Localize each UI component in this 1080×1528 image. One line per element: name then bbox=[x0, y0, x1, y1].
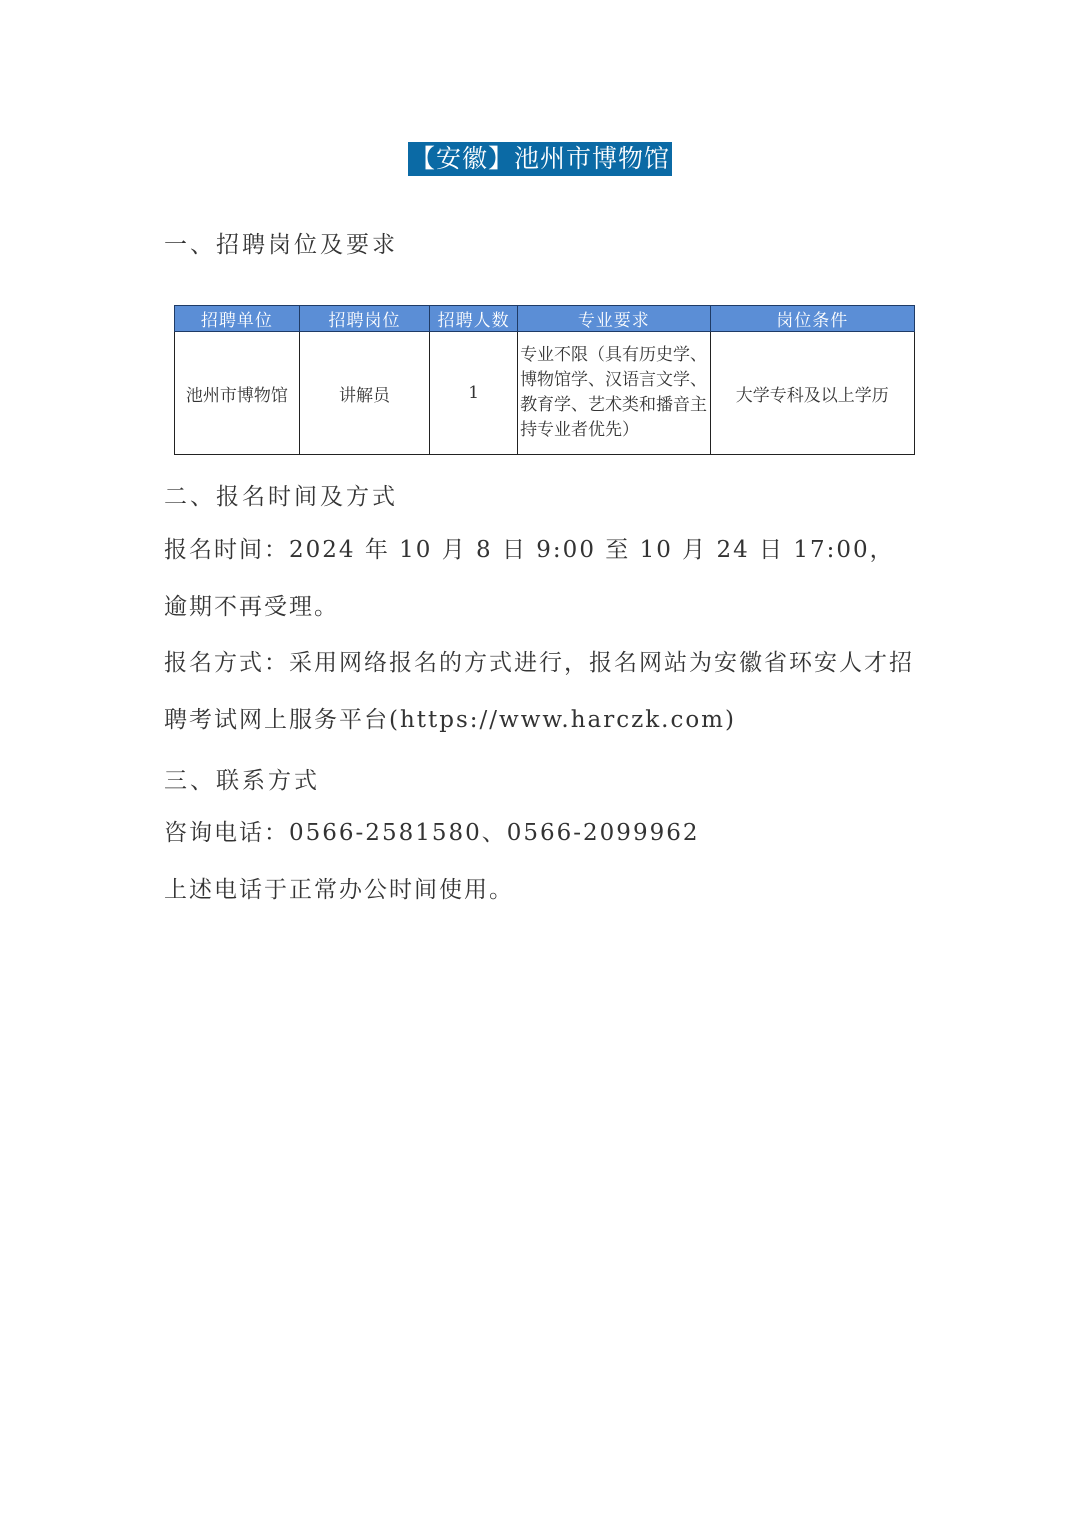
column-header-position: 招聘岗位 bbox=[299, 306, 430, 332]
contact-note: 上述电话于正常办公时间使用。 bbox=[164, 877, 514, 903]
registration-method: 报名方式：采用网络报名的方式进行，报名网站为安徽省环安人才招聘考试网上服务平台(https://www.harczk.com) bbox=[164, 650, 914, 733]
cell-major: 专业不限（具有历史学、博物馆学、汉语言文学、教育学、艺术类和播音主持专业者优先） bbox=[518, 332, 711, 455]
cell-position: 讲解员 bbox=[299, 332, 430, 455]
section-heading-positions: 一、招聘岗位及要求 bbox=[164, 232, 398, 258]
section-heading-contact: 三、联系方式 bbox=[164, 768, 320, 794]
job-table bbox=[174, 305, 915, 455]
registration-time: 报名时间：2024 年 10 月 8 日 9:00 至 10 月 24 日 17:00，逾期不再受理。 bbox=[164, 537, 895, 620]
column-header-count: 招聘人数 bbox=[430, 306, 518, 332]
cell-unit: 池州市博物馆 bbox=[175, 332, 300, 455]
title-wrap bbox=[0, 142, 1080, 176]
page-title: 【安徽】池州市博物馆 bbox=[408, 142, 672, 176]
section-heading-registration: 二、报名时间及方式 bbox=[164, 484, 398, 510]
table-header-row bbox=[175, 306, 915, 332]
table-row bbox=[175, 332, 915, 455]
column-header-condition: 岗位条件 bbox=[710, 306, 914, 332]
contact-phone: 咨询电话：0566-2581580、0566-2099962 bbox=[164, 820, 700, 846]
column-header-unit: 招聘单位 bbox=[175, 306, 300, 332]
cell-condition: 大学专科及以上学历 bbox=[710, 332, 914, 455]
cell-count: 1 bbox=[430, 332, 518, 455]
column-header-major: 专业要求 bbox=[518, 306, 711, 332]
